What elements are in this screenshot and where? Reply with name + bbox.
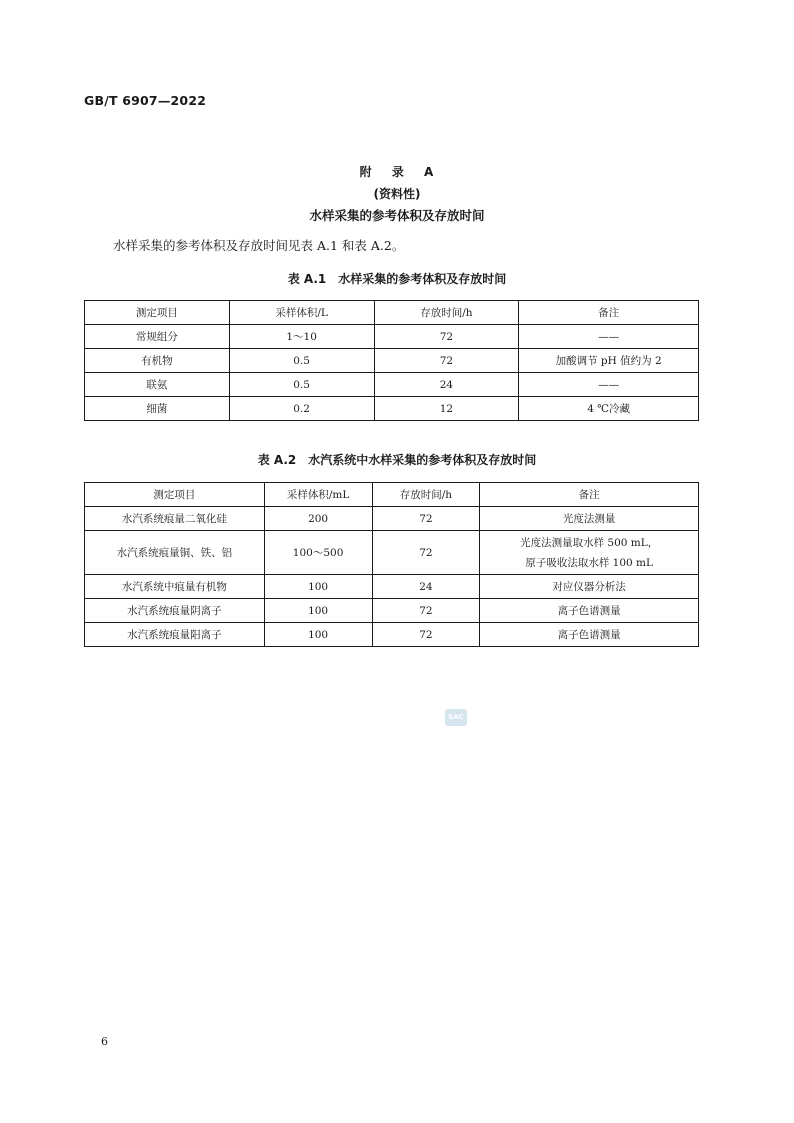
table-cell: 水汽系统痕量阳离子: [85, 623, 265, 647]
standard-code: GB/T 6907—2022: [84, 93, 207, 108]
table-cell: 水汽系统痕量二氧化硅: [85, 507, 265, 531]
table-cell: 水汽系统中痕量有机物: [85, 575, 265, 599]
column-header: 备注: [519, 301, 699, 325]
table-cell: 0.5: [229, 373, 374, 397]
table-row: [85, 599, 699, 623]
table-cell: 72: [372, 531, 480, 575]
table-cell: 水汽系统痕量铜、铁、铝: [85, 531, 265, 575]
remark-line: 光度法测量取水样 500 mL，: [520, 536, 659, 549]
table-row: [85, 623, 699, 647]
table-cell: 72: [372, 599, 480, 623]
table-cell: 联氨: [85, 373, 230, 397]
table-cell: 72: [374, 349, 519, 373]
annex-name: 水样采集的参考体积及存放时间: [309, 208, 485, 223]
table-cell: 常规组分: [85, 325, 230, 349]
table-header-row: [85, 301, 699, 325]
column-header: 存放时间/h: [374, 301, 519, 325]
table-cell: 离子色谱测量: [480, 599, 699, 623]
table-cell: 离子色谱测量: [480, 623, 699, 647]
table-header-row: [85, 483, 699, 507]
intro-paragraph: 水样采集的参考体积及存放时间见表 A.1 和表 A.2。: [113, 238, 405, 253]
table-row: [85, 373, 699, 397]
table-a2: [84, 482, 699, 647]
table-row: [85, 507, 699, 531]
table-cell: 0.2: [229, 397, 374, 421]
table-cell: 有机物: [85, 349, 230, 373]
table-cell: ——: [519, 373, 699, 397]
table-cell: 200: [264, 507, 372, 531]
table-row: [85, 397, 699, 421]
table-a1: [84, 300, 699, 421]
table-cell: 100～500: [264, 531, 372, 575]
column-header: 存放时间/h: [372, 483, 480, 507]
annex-nature: (资料性): [373, 187, 421, 201]
table-cell: 1～10: [229, 325, 374, 349]
annex-title: 附 录 A: [359, 165, 435, 179]
table-cell: [480, 531, 699, 575]
table-cell: 细菌: [85, 397, 230, 421]
column-header: 采样体积/L: [229, 301, 374, 325]
sac-watermark-logo: SAC: [445, 709, 467, 726]
table-cell: 加酸调节 pH 值约为 2: [519, 349, 699, 373]
table-cell: 4 ℃冷藏: [519, 397, 699, 421]
table-cell: 100: [264, 575, 372, 599]
table-cell: 72: [372, 623, 480, 647]
table-row: [85, 325, 699, 349]
table-cell: 对应仪器分析法: [480, 575, 699, 599]
table-cell: 12: [374, 397, 519, 421]
page-number: 6: [101, 1035, 108, 1048]
column-header: 测定项目: [85, 301, 230, 325]
column-header: 备注: [480, 483, 699, 507]
table-cell: ——: [519, 325, 699, 349]
table-a2-caption: 表 A.2 水汽系统中水样采集的参考体积及存放时间: [257, 453, 537, 467]
remark-line: 原子吸收法取水样 100 mL: [525, 556, 653, 569]
column-header: 采样体积/mL: [264, 483, 372, 507]
table-a1-caption: 表 A.1 水样采集的参考体积及存放时间: [287, 272, 507, 286]
table-cell: 24: [374, 373, 519, 397]
column-header: 测定项目: [85, 483, 265, 507]
table-cell: 0.5: [229, 349, 374, 373]
table-cell: 100: [264, 599, 372, 623]
table-row: [85, 531, 699, 575]
table-row: [85, 349, 699, 373]
table-cell: 水汽系统痕量阴离子: [85, 599, 265, 623]
table-cell: 光度法测量: [480, 507, 699, 531]
table-row: [85, 575, 699, 599]
table-cell: 24: [372, 575, 480, 599]
table-cell: 100: [264, 623, 372, 647]
table-cell: 72: [372, 507, 480, 531]
table-cell: 72: [374, 325, 519, 349]
